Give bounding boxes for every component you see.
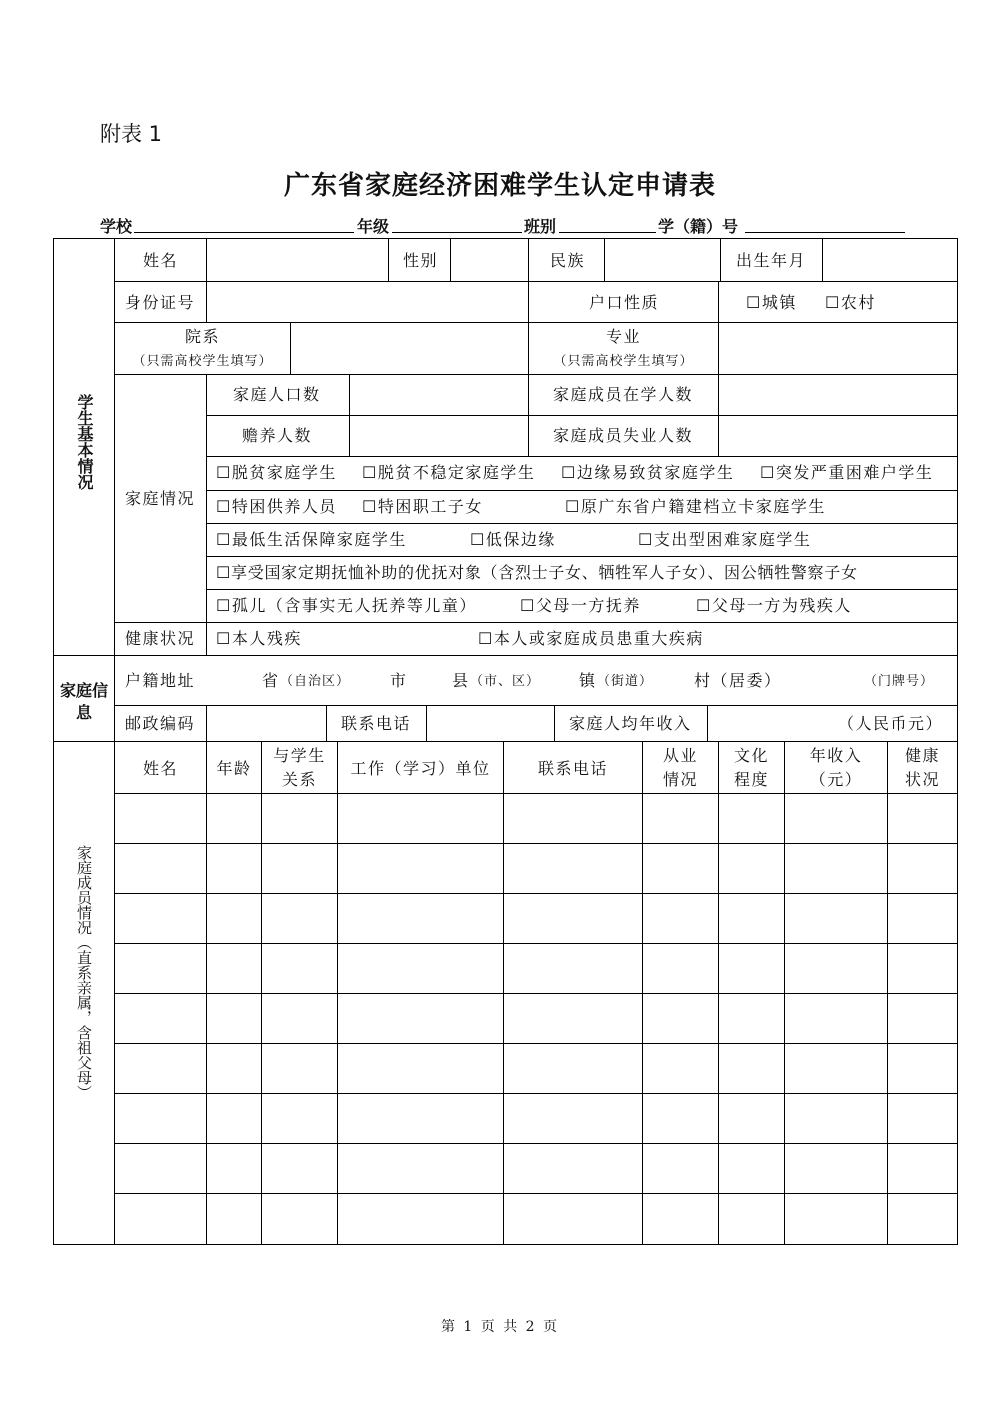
county-label: 县 bbox=[452, 671, 470, 690]
hukou-type-label: 户口性质 bbox=[589, 293, 660, 312]
table-row[interactable] bbox=[115, 1094, 957, 1143]
option-checkbox[interactable]: ☐脱贫家庭学生 bbox=[216, 463, 337, 482]
family-situation-label: 家庭情况 bbox=[125, 489, 196, 508]
town-label: 镇 bbox=[579, 671, 597, 690]
col-income-header: 年收入 bbox=[809, 746, 863, 765]
birth-input[interactable] bbox=[823, 239, 957, 281]
student-no-field[interactable] bbox=[745, 232, 905, 233]
household-size-label: 家庭人口数 bbox=[233, 385, 321, 404]
unemployed-input[interactable] bbox=[719, 416, 957, 456]
option-checkbox[interactable]: ☐特困供养人员 bbox=[216, 497, 337, 516]
class-field[interactable] bbox=[559, 232, 656, 233]
in-school-label: 家庭成员在学人数 bbox=[553, 385, 694, 404]
col-relation-header: 关系 bbox=[281, 770, 317, 789]
table-row[interactable] bbox=[115, 944, 957, 993]
address-label: 户籍地址 bbox=[125, 671, 196, 690]
table-row[interactable] bbox=[115, 794, 957, 843]
dependents-input[interactable] bbox=[350, 416, 528, 456]
table-row[interactable] bbox=[115, 994, 957, 1043]
dept-input[interactable] bbox=[291, 323, 528, 374]
name-label: 姓名 bbox=[143, 251, 179, 270]
col-phone-header: 联系电话 bbox=[537, 759, 608, 778]
currency-label: （人民币元） bbox=[838, 714, 944, 733]
health-illness-checkbox[interactable]: ☐本人或家庭成员患重大疾病 bbox=[478, 629, 704, 648]
table-row[interactable] bbox=[115, 1144, 957, 1193]
table-row[interactable] bbox=[115, 1194, 957, 1244]
option-checkbox[interactable]: ☐父母一方为残疾人 bbox=[696, 596, 852, 615]
birth-label: 出生年月 bbox=[736, 251, 807, 270]
dept-label: 院系 bbox=[184, 327, 220, 346]
province-note: （自治区） bbox=[280, 674, 351, 689]
school-field[interactable] bbox=[134, 232, 354, 233]
county-note: （市、区） bbox=[470, 674, 541, 689]
option-checkbox[interactable]: ☐孤儿（含事实无人抚养等儿童） bbox=[216, 596, 477, 615]
col-health-header: 状况 bbox=[904, 770, 940, 789]
option-checkbox[interactable]: ☐享受国家定期抚恤补助的优抚对象（含烈士子女、牺牲军人子女）、因公牺牲警察子女 bbox=[216, 563, 858, 582]
col-work-header: 工作（学习）单位 bbox=[350, 759, 491, 778]
household-size-input[interactable] bbox=[350, 375, 528, 415]
house-no-label: （门牌号） bbox=[864, 674, 935, 689]
appendix-label: 附表 1 bbox=[100, 122, 163, 146]
section-family-info-label: 家庭信息 bbox=[59, 681, 108, 723]
id-no-label: 身份证号 bbox=[125, 293, 196, 312]
name-input[interactable] bbox=[207, 239, 388, 281]
province-label: 省 bbox=[262, 671, 280, 690]
option-checkbox[interactable]: ☐边缘易致贫家庭学生 bbox=[561, 463, 735, 482]
phone-label: 联系电话 bbox=[341, 714, 412, 733]
option-checkbox[interactable]: ☐特困职工子女 bbox=[362, 497, 483, 516]
city-label: 市 bbox=[390, 671, 408, 690]
col-job-header: 从业 bbox=[662, 746, 698, 765]
student-no-label: 学（籍）号 bbox=[658, 217, 739, 236]
gender-label: 性别 bbox=[403, 251, 439, 270]
col-job-header: 情况 bbox=[662, 770, 698, 789]
option-checkbox[interactable]: ☐脱贫不稳定家庭学生 bbox=[362, 463, 536, 482]
health-label: 健康状况 bbox=[125, 629, 196, 648]
health-disabled-checkbox[interactable]: ☐本人残疾 bbox=[216, 629, 302, 648]
col-health-header: 健康 bbox=[904, 746, 940, 765]
option-checkbox[interactable]: ☐突发严重困难户学生 bbox=[760, 463, 934, 482]
col-income-header: （元） bbox=[809, 770, 863, 789]
dependents-label: 赡养人数 bbox=[242, 426, 313, 445]
section-basic-label: 学生基本情况 bbox=[75, 394, 94, 490]
option-checkbox[interactable]: ☐支出型困难家庭学生 bbox=[638, 530, 812, 549]
urban-checkbox[interactable]: ☐城镇 bbox=[746, 293, 797, 312]
village-label: 村（居委） bbox=[694, 671, 782, 690]
major-label: 专业 bbox=[605, 327, 641, 346]
table-row[interactable] bbox=[115, 1044, 957, 1093]
option-checkbox[interactable]: ☐低保边缘 bbox=[470, 530, 556, 549]
page-footer: 第 1 页 共 2 页 bbox=[440, 1319, 560, 1335]
table-row[interactable] bbox=[115, 894, 957, 943]
unemployed-label: 家庭成员失业人数 bbox=[553, 426, 694, 445]
town-note: （街道） bbox=[597, 674, 654, 689]
dept-note: （只需高校学生填写） bbox=[132, 354, 273, 369]
phone-input[interactable] bbox=[427, 706, 554, 741]
in-school-input[interactable] bbox=[719, 375, 957, 415]
col-edu-header: 文化 bbox=[733, 746, 769, 765]
col-edu-header: 程度 bbox=[733, 770, 769, 789]
income-label: 家庭人均年收入 bbox=[569, 714, 692, 733]
grade-label: 年级 bbox=[357, 217, 390, 236]
section-members-label: 家庭成员情况（直系亲属，含祖父母） bbox=[75, 845, 93, 1100]
col-age-header: 年龄 bbox=[216, 759, 252, 778]
major-input[interactable] bbox=[719, 323, 957, 374]
postcode-input[interactable] bbox=[207, 706, 326, 741]
grade-field[interactable] bbox=[392, 232, 522, 233]
table-row[interactable] bbox=[115, 844, 957, 893]
id-no-input[interactable] bbox=[207, 282, 528, 322]
class-label: 班别 bbox=[524, 217, 557, 236]
option-checkbox[interactable]: ☐最低生活保障家庭学生 bbox=[216, 530, 407, 549]
rural-checkbox[interactable]: ☐农村 bbox=[825, 293, 876, 312]
school-label: 学校 bbox=[100, 217, 133, 236]
col-relation-header: 与学生 bbox=[273, 746, 326, 765]
gender-input[interactable] bbox=[451, 239, 528, 281]
postcode-label: 邮政编码 bbox=[125, 714, 196, 733]
major-note: （只需高校学生填写） bbox=[553, 354, 694, 369]
form-title: 广东省家庭经济困难学生认定申请表 bbox=[283, 171, 716, 201]
option-checkbox[interactable]: ☐父母一方抚养 bbox=[520, 596, 641, 615]
ethnicity-input[interactable] bbox=[605, 239, 720, 281]
col-name-header: 姓名 bbox=[142, 759, 178, 778]
option-checkbox[interactable]: ☐原广东省户籍建档立卡家庭学生 bbox=[565, 497, 826, 516]
ethnicity-label: 民族 bbox=[550, 251, 586, 270]
